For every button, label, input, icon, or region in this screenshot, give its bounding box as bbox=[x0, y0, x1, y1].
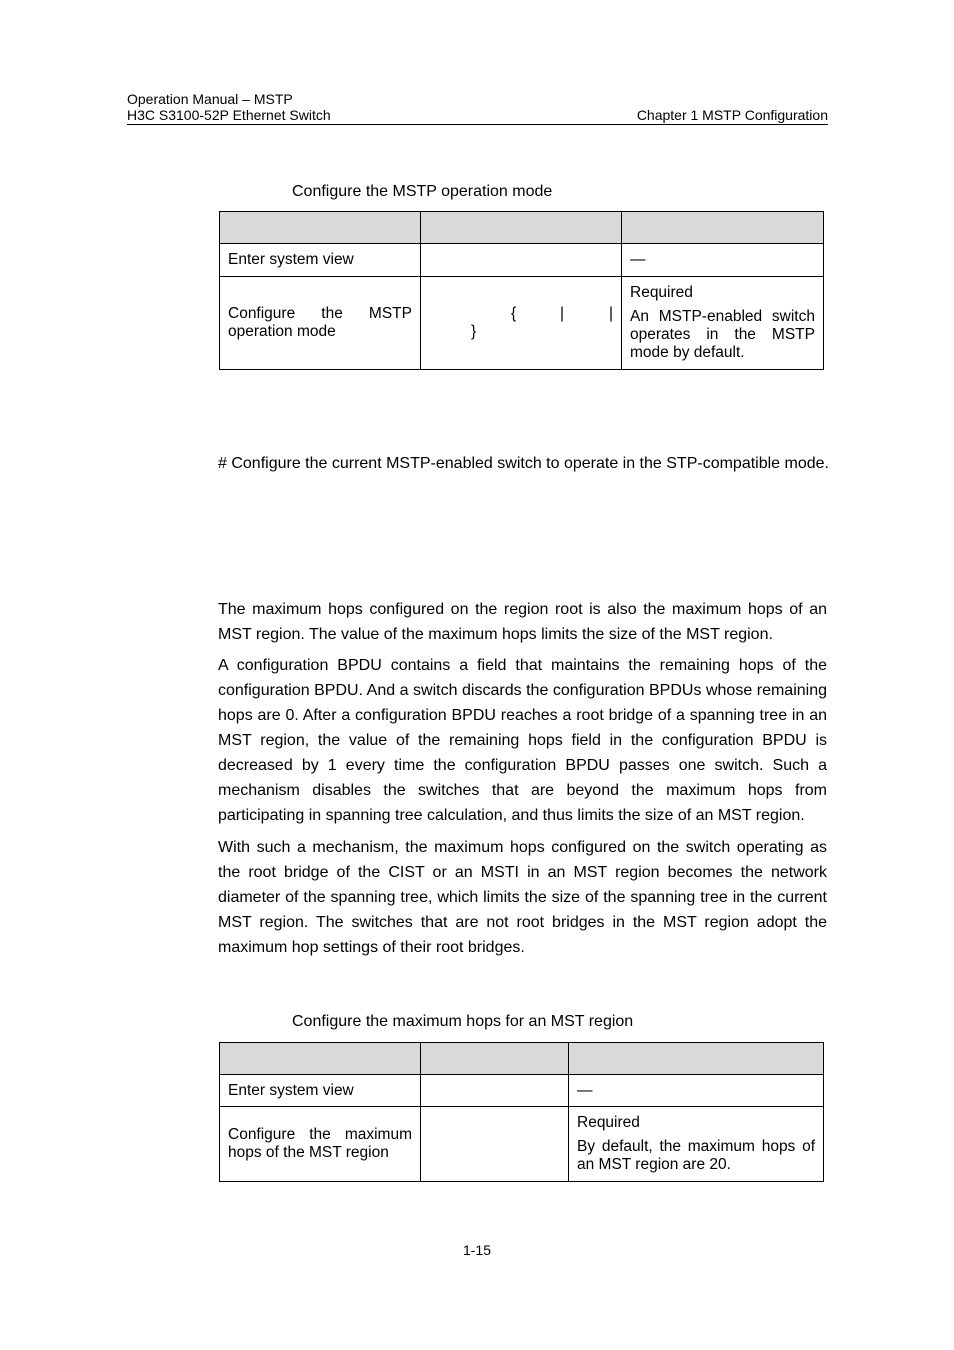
product-name: H3C S3100-52P Ethernet Switch bbox=[127, 107, 331, 123]
example-text: # Configure the current MSTP-enabled switch to operate in the STP-compatible mode. bbox=[218, 455, 829, 472]
body-paragraph: The maximum hops configured on the region root is also the maximum hops of an MST region. The value of the maximum hops limits the size of the MST region. bbox=[218, 601, 827, 643]
brace-open: { bbox=[511, 305, 517, 322]
table2-caption: Configure the maximum hops for an MST region bbox=[292, 1013, 634, 1030]
brace-close: } bbox=[471, 323, 477, 340]
chapter-title: Chapter 1 MSTP Configuration bbox=[636, 107, 828, 123]
separator: | bbox=[609, 305, 614, 322]
remark-cell bbox=[622, 277, 824, 370]
header-rule bbox=[127, 124, 828, 125]
mstp-mode-table bbox=[219, 211, 824, 370]
table-row bbox=[220, 277, 824, 370]
table1-caption: Configure the MSTP operation mode bbox=[292, 183, 553, 200]
table1-header-row bbox=[220, 212, 824, 244]
body-paragraph: A configuration BPDU contains a field that maintains the remaining hops of the configuration BPDU. And a switch discards the configuration BPDUs whose remaining hops are 0. After a configuration BPDU reaches a root bridge of a spanning tree in an MST region, the value of the remaining hops field in the configuration BPDU is decreased by 1 every time the configuration BPDU passes one switch. Such a mechanism disables the switches that are beyond the maximum hops from participating in spanning tree calculation, and thus limits the size of an MST region. bbox=[218, 657, 827, 824]
remark-cell bbox=[569, 1107, 824, 1182]
remark-cell: — bbox=[569, 1075, 824, 1107]
table-row bbox=[220, 1107, 824, 1182]
table-row bbox=[220, 244, 824, 277]
command-cell bbox=[421, 277, 622, 370]
remark-required: Required bbox=[630, 284, 693, 301]
table-row bbox=[220, 1075, 824, 1107]
separator: | bbox=[560, 305, 565, 322]
remark-detail: By default, the maximum hops of an MST region are 20. bbox=[577, 1138, 815, 1173]
operation-cell: Configure the maximum hops of the MST region bbox=[220, 1107, 421, 1182]
manual-title: Operation Manual – MSTP bbox=[127, 91, 293, 107]
body-paragraph: With such a mechanism, the maximum hops configured on the switch operating as the root bridge of the CIST or an MSTI in an MST region becomes the network diameter of the spanning tree, which limits the size of the spanning tree in the current MST region. The switches that are not root bridges in the MST region adopt the maximum hop settings of their root bridges. bbox=[218, 839, 827, 956]
remark-detail: An MSTP-enabled switch operates in the MSTP mode by default. bbox=[630, 308, 815, 361]
command-cell bbox=[421, 1075, 569, 1107]
max-hops-table bbox=[219, 1042, 824, 1182]
operation-cell: Configure the MSTP operation mode bbox=[220, 277, 421, 370]
remark-cell: — bbox=[622, 244, 824, 277]
command-syntax bbox=[429, 305, 613, 341]
operation-cell: Enter system view bbox=[220, 1075, 421, 1107]
table2-header-row bbox=[220, 1043, 824, 1075]
command-cell bbox=[421, 1107, 569, 1182]
remark-required: Required bbox=[577, 1114, 640, 1131]
operation-cell: Enter system view bbox=[220, 244, 421, 277]
page-number: 1-15 bbox=[462, 1242, 492, 1258]
command-cell bbox=[421, 244, 622, 277]
